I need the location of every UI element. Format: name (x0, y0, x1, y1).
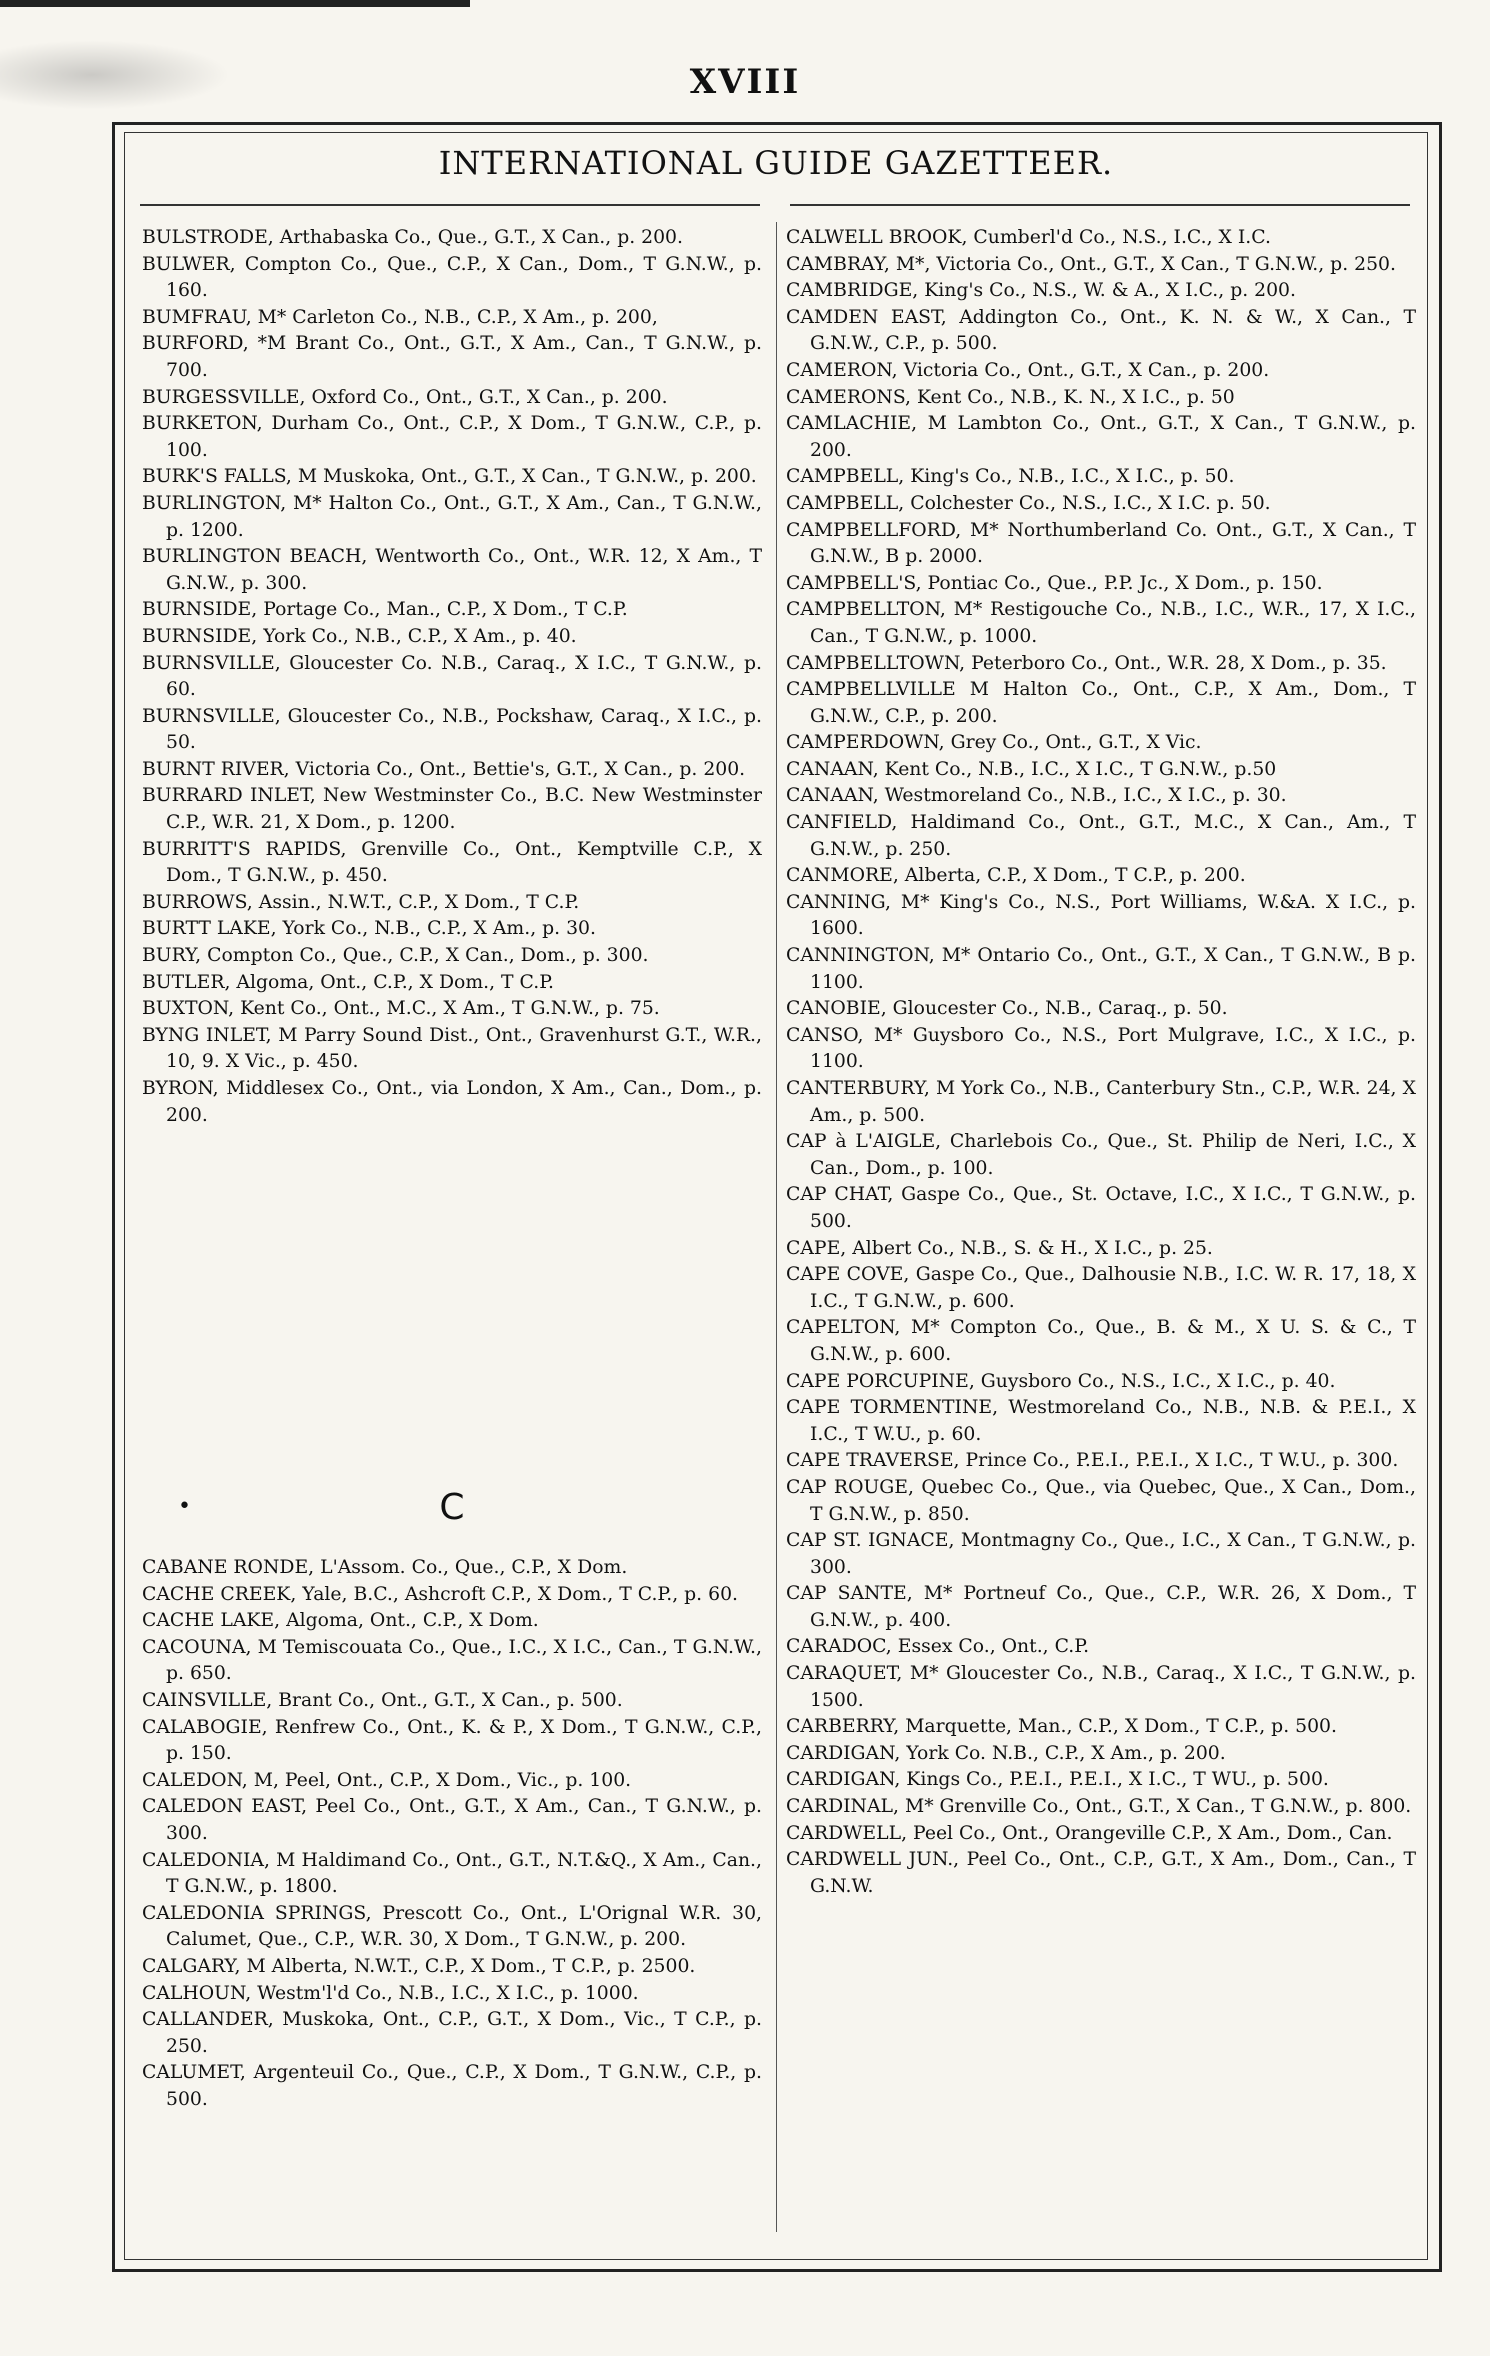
gazetteer-entry: BURNSIDE, Portage Co., Man., C.P., X Dom., T C.P. (142, 599, 628, 621)
gazetteer-entry: BURNSIDE, York Co., N.B., C.P., X Am., p. 40. (142, 625, 577, 647)
gazetteer-entry: CAMLACHIE, M Lambton Co., Ont., G.T., X Can., T G.N.W., p. 200. (786, 413, 1416, 461)
gazetteer-entry: BURY, Compton Co., Que., C.P., X Can., Dom., p. 300. (142, 945, 649, 967)
gazetteer-entry: BURNT RIVER, Victoria Co., Ont., Bettie's, G.T., X Can., p. 200. (142, 758, 746, 780)
left-column-b-entries (142, 225, 762, 1129)
gazetteer-entry: CARDWELL JUN., Peel Co., Ont., C.P., G.T., X Am., Dom., Can., T G.N.W. (786, 1849, 1416, 1897)
gazetteer-entry: BURKETON, Durham Co., Ont., C.P., X Dom., T G.N.W., C.P., p. 100. (142, 413, 762, 461)
gazetteer-entry: CAINSVILLE, Brant Co., Ont., G.T., X Can., p. 500. (142, 1689, 623, 1711)
gazetteer-entry: CALUMET, Argenteuil Co., Que., C.P., X Dom., T G.N.W., C.P., p. 500. (142, 2062, 762, 2110)
gazetteer-entry: BYNG INLET, M Parry Sound Dist., Ont., Gravenhurst G.T., W.R., 10, 9. X Vic., p. 450. (142, 1024, 762, 1073)
gazetteer-entry: CAP SANTE, M* Portneuf Co., Que., C.P., W.R. 26, X Dom., T G.N.W., p. 400. (786, 1583, 1416, 1631)
title-rule-right (790, 204, 1410, 206)
gazetteer-entry: CAPE, Albert Co., N.B., S. & H., X I.C., p. 25. (786, 1237, 1213, 1259)
gazetteer-entry: CARDIGAN, York Co. N.B., C.P., X Am., p. 200. (786, 1742, 1226, 1764)
gazetteer-entry: CAPE TORMENTINE, Westmoreland Co., N.B., N.B. & P.E.I., X I.C., T W.U., p. 60. (786, 1397, 1416, 1445)
top-rule (0, 0, 470, 7)
gazetteer-entry: CAMPERDOWN, Grey Co., Ont., G.T., X Vic. (786, 732, 1202, 754)
gazetteer-entry: BUTLER, Algoma, Ont., C.P., X Dom., T C.P. (142, 971, 555, 993)
gazetteer-entry: CANFIELD, Haldimand Co., Ont., G.T., M.C., X Can., Am., T G.N.W., p. 250. (786, 812, 1416, 860)
gazetteer-entry: CARAQUET, M* Gloucester Co., N.B., Caraq., X I.C., T G.N.W., p. 1500. (786, 1663, 1416, 1711)
gazetteer-entry: BURNSVILLE, Gloucester Co. N.B., Caraq., X I.C., T G.N.W., p. 60. (142, 652, 762, 701)
gazetteer-entry: BURNSVILLE, Gloucester Co., N.B., Pockshaw, Caraq., X I.C., p. 50. (142, 705, 762, 754)
gazetteer-entry: CAPE COVE, Gaspe Co., Que., Dalhousie N.B., I.C. W. R. 17, 18, X I.C., T G.N.W., p. 600. (786, 1264, 1416, 1312)
gazetteer-entry: CAPELTON, M* Compton Co., Que., B. & M., X U. S. & C., T G.N.W., p. 600. (786, 1317, 1416, 1365)
gazetteer-entry: CANSO, M* Guysboro Co., N.S., Port Mulgrave, I.C., X I.C., p. 1100. (786, 1024, 1416, 1073)
gazetteer-entry: CACHE CREEK, Yale, B.C., Ashcroft C.P., X Dom., T C.P., p. 60. (142, 1583, 738, 1605)
gazetteer-entry: CANNINGTON, M* Ontario Co., Ont., G.T., X Can., T G.N.W., B p. 1100. (786, 945, 1416, 993)
gazetteer-entry: BURK'S FALLS, M Muskoka, Ont., G.T., X Can., T G.N.W., p. 200. (142, 466, 757, 488)
gazetteer-entry: CARDINAL, M* Grenville Co., Ont., G.T., X Can., T G.N.W., p. 800. (786, 1796, 1412, 1818)
gazetteer-entry: BURFORD, *M Brant Co., Ont., G.T., X Am., Can., T G.N.W., p. 700. (142, 333, 762, 381)
gazetteer-entry: CACHE LAKE, Algoma, Ont., C.P., X Dom. (142, 1610, 539, 1632)
gazetteer-entry: BYRON, Middlesex Co., Ont., via London, X Am., Can., Dom., p. 200. (142, 1078, 762, 1126)
gazetteer-entry: CARADOC, Essex Co., Ont., C.P. (786, 1636, 1090, 1658)
gazetteer-entry: CALEDONIA SPRINGS, Prescott Co., Ont., L'Orignal W.R. 30, Calumet, Que., C.P., W.R. 30, X Dom., T G.N.W., p. 200. (142, 1902, 762, 1951)
gazetteer-entry: CAMPBELLVILLE M Halton Co., Ont., C.P., X Am., Dom., T G.N.W., C.P., p. 200. (786, 679, 1416, 727)
gazetteer-entry: CAPE TRAVERSE, Prince Co., P.E.I., P.E.I., X I.C., T W.U., p. 300. (786, 1450, 1399, 1472)
gazetteer-entry: CANAAN, Westmoreland Co., N.B., I.C., X I.C., p. 30. (786, 785, 1287, 807)
gazetteer-entry: CAPE PORCUPINE, Guysboro Co., N.S., I.C., X I.C., p. 40. (786, 1370, 1336, 1392)
gazetteer-entry: CALEDON EAST, Peel Co., Ont., G.T., X Am., Can., T G.N.W., p. 300. (142, 1796, 762, 1844)
section-letter-heading: C (439, 1487, 465, 1528)
gazetteer-entry: CANMORE, Alberta, C.P., X Dom., T C.P., p. 200. (786, 865, 1246, 887)
gazetteer-entry: CALGARY, M Alberta, N.W.T., C.P., X Dom., T C.P., p. 2500. (142, 1955, 696, 1977)
gazetteer-entry: CABANE RONDE, L'Assom. Co., Que., C.P., X Dom. (142, 1557, 628, 1578)
gazetteer-entry: BURLINGTON BEACH, Wentworth Co., Ont., W.R. 12, X Am., T G.N.W., p. 300. (142, 546, 762, 594)
gazetteer-entry: CAMERONS, Kent Co., N.B., K. N., X I.C., p. 50 (786, 386, 1235, 408)
gazetteer-entry: CAMPBELLFORD, M* Northumberland Co. Ont., G.T., X Can., T G.N.W., B p. 2000. (786, 519, 1416, 568)
gazetteer-entry: CAMPBELLTON, M* Restigouche Co., N.B., I.C., W.R., 17, X I.C., Can., T G.N.W., p. 1000. (786, 599, 1416, 647)
gazetteer-entry: CALLANDER, Muskoka, Ont., C.P., G.T., X Dom., Vic., T C.P., p. 250. (142, 2009, 762, 2057)
gazetteer-entry: CANOBIE, Gloucester Co., N.B., Caraq., p. 50. (786, 998, 1228, 1020)
gazetteer-entry: CAMPBELL, Colchester Co., N.S., I.C., X I.C. p. 50. (786, 492, 1271, 514)
gazetteer-entry: BURGESSVILLE, Oxford Co., Ont., G.T., X Can., p. 200. (142, 386, 668, 408)
gazetteer-entry: CANAAN, Kent Co., N.B., I.C., X I.C., T G.N.W., p.50 (786, 758, 1277, 780)
gazetteer-entry: CAMPBELLTOWN, Peterboro Co., Ont., W.R. 28, X Dom., p. 35. (786, 652, 1387, 674)
gazetteer-entry: CAMPBELL'S, Pontiac Co., Que., P.P. Jc., X Dom., p. 150. (786, 572, 1323, 594)
gazetteer-entry: CARBERRY, Marquette, Man., C.P., X Dom., T C.P., p. 500. (786, 1716, 1337, 1738)
gazetteer-entry: CAMERON, Victoria Co., Ont., G.T., X Can., p. 200. (786, 359, 1270, 381)
page-title: INTERNATIONAL GUIDE GAZETTEER. (438, 144, 1114, 182)
gazetteer-entry: BUMFRAU, M* Carleton Co., N.B., C.P., X Am., p. 200, (142, 306, 658, 328)
gazetteer-entry: CAP ST. IGNACE, Montmagny Co., Que., I.C., X Can., T G.N.W., p. 300. (786, 1530, 1416, 1578)
gazetteer-entry: BURRARD INLET, New Westminster Co., B.C. New Westminster C.P., W.R. 21, X Dom., p. 1200. (142, 785, 762, 834)
gazetteer-entry: CALHOUN, Westm'l'd Co., N.B., I.C., X I.C., p. 1000. (142, 1982, 639, 2004)
gazetteer-entry: BURLINGTON, M* Halton Co., Ont., G.T., X Am., Can., T G.N.W., p. 1200. (142, 492, 762, 541)
gazetteer-entry: BURRITT'S RAPIDS, Grenville Co., Ont., Kemptville C.P., X Dom., T G.N.W., p. 450. (142, 838, 762, 887)
gazetteer-entry: BURROWS, Assin., N.W.T., C.P., X Dom., T C.P. (142, 891, 580, 913)
gazetteer-entry: CACOUNA, M Temiscouata Co., Que., I.C., X I.C., Can., T G.N.W., p. 650. (142, 1636, 762, 1685)
gazetteer-entry: CAMPBELL, King's Co., N.B., I.C., X I.C., p. 50. (786, 466, 1235, 488)
title-rule-left (140, 204, 760, 206)
page-number: XVIII (689, 62, 801, 102)
section-bullet: • (178, 1494, 191, 1519)
gazetteer-entry: CAMBRIDGE, King's Co., N.S., W. & A., X I.C., p. 200. (786, 280, 1296, 302)
gazetteer-entry: CALABOGIE, Renfrew Co., Ont., K. & P., X Dom., T G.N.W., C.P., p. 150. (142, 1716, 762, 1765)
gazetteer-entry: CAP CHAT, Gaspe Co., Que., St. Octave, I.C., X I.C., T G.N.W., p. 500. (786, 1184, 1416, 1232)
gazetteer-entry: CANTERBURY, M York Co., N.B., Canterbury Stn., C.P., W.R. 24, X Am., p. 500. (786, 1078, 1416, 1126)
column-divider (776, 222, 777, 2232)
left-column-c-entries (142, 1555, 762, 2113)
gazetteer-entry: BUXTON, Kent Co., Ont., M.C., X Am., T G.N.W., p. 75. (142, 998, 660, 1020)
gazetteer-entry: BULWER, Compton Co., Que., C.P., X Can., Dom., T G.N.W., p. 160. (142, 253, 762, 302)
gazetteer-entry: CAP ROUGE, Quebec Co., Que., via Quebec, Que., X Can., Dom., T G.N.W., p. 850. (786, 1476, 1416, 1525)
gazetteer-entry: CALEDONIA, M Haldimand Co., Ont., G.T., N.T.&Q., X Am., Can., T G.N.W., p. 1800. (142, 1849, 762, 1898)
gazetteer-entry: CAP à L'AIGLE, Charlebois Co., Que., St. Philip de Neri, I.C., X Can., Dom., p. 100. (786, 1131, 1416, 1179)
gazetteer-entry: CARDIGAN, Kings Co., P.E.I., P.E.I., X I.C., T WU., p. 500. (786, 1769, 1329, 1791)
gazetteer-entry: BULSTRODE, Arthabaska Co., Que., G.T., X Can., p. 200. (142, 227, 683, 248)
gazetteer-entry: CALWELL BROOK, Cumberl'd Co., N.S., I.C., X I.C. (786, 227, 1271, 248)
gazetteer-entry: BURTT LAKE, York Co., N.B., C.P., X Am., p. 30. (142, 918, 596, 940)
gazetteer-entry: CAMBRAY, M*, Victoria Co., Ont., G.T., X Can., T G.N.W., p. 250. (786, 253, 1396, 275)
gazetteer-entry: CAMDEN EAST, Addington Co., Ont., K. N. & W., X Can., T G.N.W., C.P., p. 500. (786, 306, 1416, 355)
right-column-entries (786, 225, 1416, 1900)
gazetteer-entry: CANNING, M* King's Co., N.S., Port Williams, W.&A. X I.C., p. 1600. (786, 891, 1416, 940)
gazetteer-entry: CALEDON, M, Peel, Ont., C.P., X Dom., Vic., p. 100. (142, 1769, 632, 1791)
gazetteer-entry: CARDWELL, Peel Co., Ont., Orangeville C.P., X Am., Dom., Can. (786, 1822, 1393, 1844)
